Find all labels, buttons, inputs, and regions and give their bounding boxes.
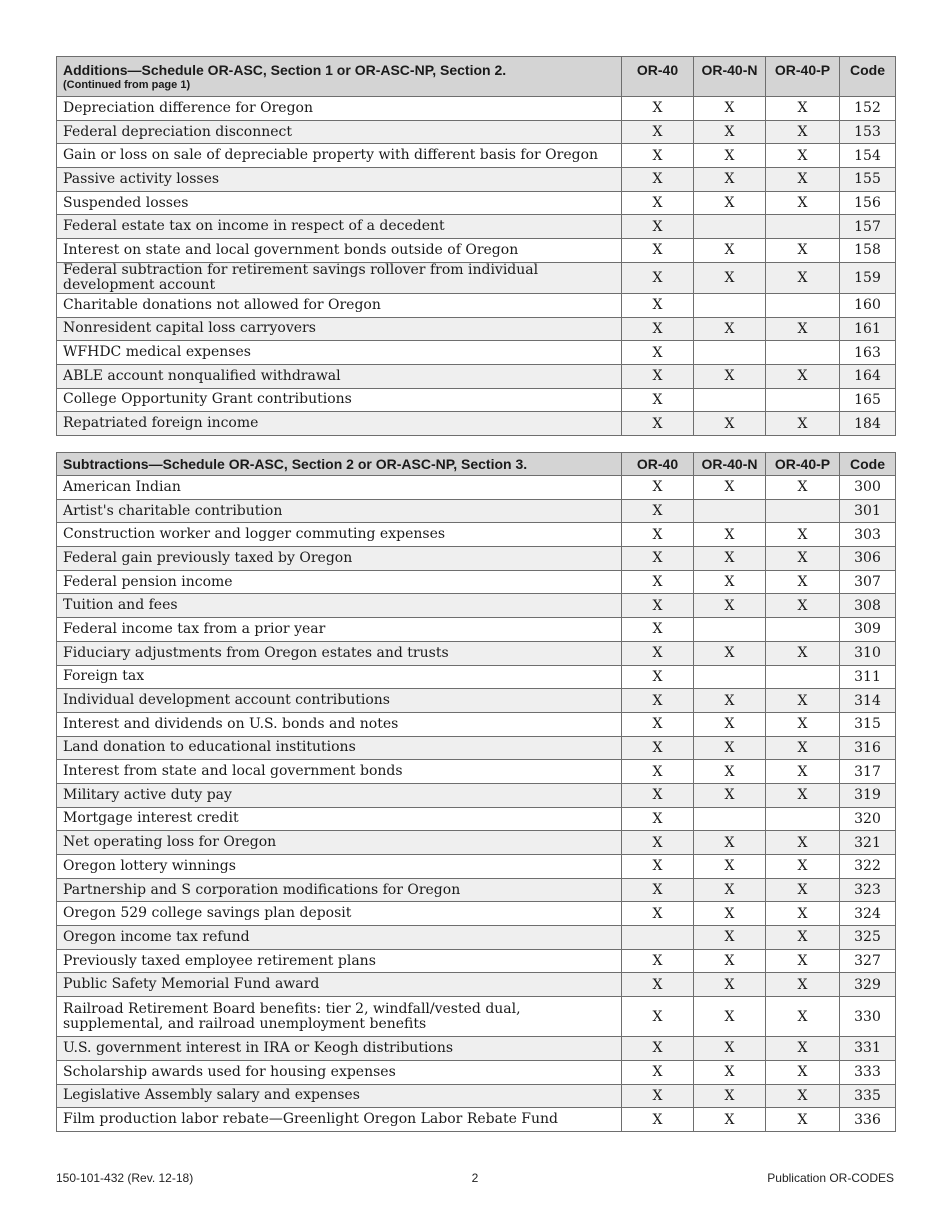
column-header-or40: OR-40	[622, 57, 694, 97]
or40-mark: X	[622, 1037, 694, 1061]
or40p-mark: X	[766, 712, 840, 736]
table-row	[57, 317, 896, 341]
table-row	[57, 191, 896, 215]
subtractions-table	[56, 452, 896, 1132]
table-row	[57, 215, 896, 239]
table-row	[57, 641, 896, 665]
table-row	[57, 168, 896, 192]
row-description: Public Safety Memorial Fund award	[57, 973, 622, 997]
table-row	[57, 293, 896, 317]
or40n-mark: X	[694, 594, 766, 618]
or40p-mark: X	[766, 1037, 840, 1061]
subtractions-title: Subtractions—Schedule OR-ASC, Section 2 or OR-ASC-NP, Section 3.	[57, 453, 622, 476]
or40-mark: X	[622, 341, 694, 365]
table-row	[57, 783, 896, 807]
table-row	[57, 523, 896, 547]
table-row	[57, 997, 896, 1037]
or40-mark: X	[622, 831, 694, 855]
subtractions-body	[57, 476, 896, 1132]
or40p-mark	[766, 341, 840, 365]
or40n-mark: X	[694, 476, 766, 500]
or40-mark: X	[622, 855, 694, 879]
table-row	[57, 1037, 896, 1061]
column-header-code: Code	[840, 453, 896, 476]
row-description: Federal estate tax on income in respect of a decedent	[57, 215, 622, 239]
row-code: 330	[840, 997, 896, 1037]
row-code: 303	[840, 523, 896, 547]
or40n-mark: X	[694, 239, 766, 263]
row-code: 321	[840, 831, 896, 855]
or40p-mark: X	[766, 689, 840, 713]
row-code: 154	[840, 144, 896, 168]
or40n-mark: X	[694, 120, 766, 144]
or40p-mark	[766, 215, 840, 239]
or40-mark: X	[622, 807, 694, 831]
row-description: Oregon lottery winnings	[57, 855, 622, 879]
or40-mark: X	[622, 191, 694, 215]
or40n-mark: X	[694, 547, 766, 571]
table-row	[57, 364, 896, 388]
or40n-mark: X	[694, 97, 766, 121]
row-description: Individual development account contributions	[57, 689, 622, 713]
row-code: 317	[840, 760, 896, 784]
table-row	[57, 973, 896, 997]
additions-header-row	[57, 57, 896, 97]
or40p-mark: X	[766, 120, 840, 144]
column-header-or40n: OR-40-N	[694, 453, 766, 476]
row-description: Military active duty pay	[57, 783, 622, 807]
or40n-mark: X	[694, 317, 766, 341]
or40p-mark: X	[766, 641, 840, 665]
row-description: Fiduciary adjustments from Oregon estates and trusts	[57, 641, 622, 665]
row-code: 301	[840, 499, 896, 523]
or40p-mark	[766, 499, 840, 523]
or40-mark: X	[622, 949, 694, 973]
row-code: 322	[840, 855, 896, 879]
row-code: 316	[840, 736, 896, 760]
page-number: 2	[471, 1171, 479, 1185]
or40-mark: X	[622, 262, 694, 293]
row-description: Film production labor rebate—Greenlight Oregon Labor Rebate Fund	[57, 1108, 622, 1132]
table-row	[57, 760, 896, 784]
table-row	[57, 831, 896, 855]
row-description: Repatriated foreign income	[57, 412, 622, 436]
table-row	[57, 97, 896, 121]
row-description: Interest on state and local government bonds outside of Oregon	[57, 239, 622, 263]
or40-mark: X	[622, 618, 694, 642]
table-row	[57, 736, 896, 760]
or40-mark	[622, 926, 694, 950]
or40n-mark: X	[694, 168, 766, 192]
or40-mark: X	[622, 215, 694, 239]
or40-mark: X	[622, 973, 694, 997]
or40p-mark: X	[766, 1108, 840, 1132]
or40-mark: X	[622, 760, 694, 784]
or40-mark: X	[622, 412, 694, 436]
or40p-mark: X	[766, 547, 840, 571]
additions-table	[56, 56, 896, 436]
or40n-mark: X	[694, 926, 766, 950]
table-row	[57, 144, 896, 168]
row-description: Railroad Retirement Board benefits: tier 2, windfall/vested dual, supplemental, and railroad unemployment benefits	[57, 997, 622, 1037]
or40-mark: X	[622, 1060, 694, 1084]
or40n-mark: X	[694, 783, 766, 807]
or40n-mark	[694, 665, 766, 689]
row-description: Suspended losses	[57, 191, 622, 215]
row-code: 308	[840, 594, 896, 618]
row-description: Land donation to educational institutions	[57, 736, 622, 760]
table-row	[57, 855, 896, 879]
row-code: 329	[840, 973, 896, 997]
row-code: 335	[840, 1084, 896, 1108]
or40p-mark: X	[766, 191, 840, 215]
row-code: 152	[840, 97, 896, 121]
or40n-mark: X	[694, 262, 766, 293]
or40n-mark: X	[694, 949, 766, 973]
row-description: Interest from state and local government bonds	[57, 760, 622, 784]
or40p-mark: X	[766, 476, 840, 500]
row-code: 314	[840, 689, 896, 713]
or40n-mark: X	[694, 191, 766, 215]
or40-mark: X	[622, 1108, 694, 1132]
additions-body	[57, 97, 896, 436]
row-code: 164	[840, 364, 896, 388]
row-description: Foreign tax	[57, 665, 622, 689]
or40-mark: X	[622, 388, 694, 412]
row-code: 331	[840, 1037, 896, 1061]
table-row	[57, 807, 896, 831]
or40n-mark: X	[694, 689, 766, 713]
row-description: Charitable donations not allowed for Oregon	[57, 293, 622, 317]
or40-mark: X	[622, 783, 694, 807]
or40n-mark: X	[694, 570, 766, 594]
or40n-mark: X	[694, 760, 766, 784]
additions-title: Additions—Schedule OR-ASC, Section 1 or OR-ASC-NP, Section 2.	[63, 62, 507, 78]
or40n-mark	[694, 499, 766, 523]
or40-mark: X	[622, 293, 694, 317]
row-code: 306	[840, 547, 896, 571]
table-row	[57, 926, 896, 950]
row-code: 157	[840, 215, 896, 239]
row-code: 307	[840, 570, 896, 594]
or40n-mark: X	[694, 1037, 766, 1061]
additions-title-cell	[57, 57, 622, 97]
or40n-mark: X	[694, 997, 766, 1037]
row-description: Artist's charitable contribution	[57, 499, 622, 523]
additions-subtitle: (Continued from page 1)	[63, 79, 191, 91]
or40p-mark	[766, 665, 840, 689]
row-code: 319	[840, 783, 896, 807]
or40n-mark: X	[694, 902, 766, 926]
row-code: 184	[840, 412, 896, 436]
or40p-mark: X	[766, 878, 840, 902]
or40p-mark: X	[766, 902, 840, 926]
row-code: 153	[840, 120, 896, 144]
row-description: Federal pension income	[57, 570, 622, 594]
table-row	[57, 388, 896, 412]
or40-mark: X	[622, 665, 694, 689]
or40-mark: X	[622, 712, 694, 736]
or40p-mark: X	[766, 168, 840, 192]
or40n-mark: X	[694, 831, 766, 855]
row-code: 311	[840, 665, 896, 689]
or40p-mark: X	[766, 144, 840, 168]
or40n-mark: X	[694, 878, 766, 902]
row-description: American Indian	[57, 476, 622, 500]
row-description: College Opportunity Grant contributions	[57, 388, 622, 412]
or40-mark: X	[622, 120, 694, 144]
or40-mark: X	[622, 523, 694, 547]
or40p-mark: X	[766, 239, 840, 263]
form-number: 150-101-432 (Rev. 12-18)	[56, 1171, 194, 1185]
or40p-mark	[766, 807, 840, 831]
or40n-mark	[694, 807, 766, 831]
row-code: 327	[840, 949, 896, 973]
or40n-mark	[694, 215, 766, 239]
or40n-mark: X	[694, 855, 766, 879]
or40-mark: X	[622, 144, 694, 168]
or40n-mark: X	[694, 412, 766, 436]
or40-mark: X	[622, 239, 694, 263]
or40-mark: X	[622, 1084, 694, 1108]
table-row	[57, 499, 896, 523]
row-description: Depreciation difference for Oregon	[57, 97, 622, 121]
row-code: 163	[840, 341, 896, 365]
table-row	[57, 239, 896, 263]
table-row	[57, 902, 896, 926]
row-code: 323	[840, 878, 896, 902]
column-header-or40: OR-40	[622, 453, 694, 476]
or40n-mark: X	[694, 1108, 766, 1132]
table-row	[57, 476, 896, 500]
or40n-mark: X	[694, 523, 766, 547]
row-code: 315	[840, 712, 896, 736]
or40n-mark	[694, 341, 766, 365]
table-row	[57, 412, 896, 436]
table-row	[57, 1060, 896, 1084]
or40p-mark: X	[766, 926, 840, 950]
or40-mark: X	[622, 902, 694, 926]
or40-mark: X	[622, 570, 694, 594]
table-row	[57, 949, 896, 973]
row-code: 309	[840, 618, 896, 642]
row-description: Passive activity losses	[57, 168, 622, 192]
table-row	[57, 547, 896, 571]
or40p-mark: X	[766, 831, 840, 855]
or40p-mark: X	[766, 262, 840, 293]
row-description: Scholarship awards used for housing expenses	[57, 1060, 622, 1084]
or40-mark: X	[622, 594, 694, 618]
table-row	[57, 1084, 896, 1108]
row-description: Mortgage interest credit	[57, 807, 622, 831]
row-description: ABLE account nonqualified withdrawal	[57, 364, 622, 388]
or40p-mark	[766, 618, 840, 642]
or40p-mark	[766, 293, 840, 317]
or40-mark: X	[622, 689, 694, 713]
or40-mark: X	[622, 878, 694, 902]
row-description: WFHDC medical expenses	[57, 341, 622, 365]
row-description: Construction worker and logger commuting expenses	[57, 523, 622, 547]
row-description: Federal depreciation disconnect	[57, 120, 622, 144]
row-code: 160	[840, 293, 896, 317]
table-row	[57, 262, 896, 293]
or40p-mark: X	[766, 97, 840, 121]
row-code: 158	[840, 239, 896, 263]
or40p-mark: X	[766, 783, 840, 807]
table-row	[57, 120, 896, 144]
or40p-mark: X	[766, 317, 840, 341]
or40-mark: X	[622, 168, 694, 192]
or40p-mark: X	[766, 855, 840, 879]
row-description: Gain or loss on sale of depreciable property with different basis for Oregon	[57, 144, 622, 168]
or40p-mark: X	[766, 594, 840, 618]
row-code: 165	[840, 388, 896, 412]
row-description: Net operating loss for Oregon	[57, 831, 622, 855]
row-description: Tuition and fees	[57, 594, 622, 618]
table-row	[57, 618, 896, 642]
or40-mark: X	[622, 736, 694, 760]
row-code: 156	[840, 191, 896, 215]
column-header-code: Code	[840, 57, 896, 97]
table-row	[57, 341, 896, 365]
or40n-mark: X	[694, 736, 766, 760]
row-code: 320	[840, 807, 896, 831]
row-code: 333	[840, 1060, 896, 1084]
or40p-mark: X	[766, 1060, 840, 1084]
row-code: 159	[840, 262, 896, 293]
column-header-or40p: OR-40-P	[766, 453, 840, 476]
or40p-mark	[766, 388, 840, 412]
or40p-mark: X	[766, 973, 840, 997]
row-code: 310	[840, 641, 896, 665]
row-code: 161	[840, 317, 896, 341]
or40p-mark: X	[766, 760, 840, 784]
row-description: Federal gain previously taxed by Oregon	[57, 547, 622, 571]
or40n-mark: X	[694, 144, 766, 168]
or40p-mark: X	[766, 412, 840, 436]
row-code: 155	[840, 168, 896, 192]
or40p-mark: X	[766, 523, 840, 547]
row-description: Federal income tax from a prior year	[57, 618, 622, 642]
row-description: Oregon income tax refund	[57, 926, 622, 950]
or40-mark: X	[622, 641, 694, 665]
or40-mark: X	[622, 499, 694, 523]
table-row	[57, 712, 896, 736]
row-description: Partnership and S corporation modifications for Oregon	[57, 878, 622, 902]
or40p-mark: X	[766, 949, 840, 973]
or40-mark: X	[622, 364, 694, 388]
or40n-mark: X	[694, 641, 766, 665]
row-code: 300	[840, 476, 896, 500]
or40n-mark: X	[694, 1084, 766, 1108]
row-description: Interest and dividends on U.S. bonds and notes	[57, 712, 622, 736]
or40n-mark: X	[694, 712, 766, 736]
or40n-mark: X	[694, 973, 766, 997]
or40-mark: X	[622, 317, 694, 341]
table-row	[57, 1108, 896, 1132]
or40p-mark: X	[766, 736, 840, 760]
row-description: U.S. government interest in IRA or Keogh distributions	[57, 1037, 622, 1061]
or40n-mark	[694, 293, 766, 317]
row-description: Previously taxed employee retirement plans	[57, 949, 622, 973]
row-code: 324	[840, 902, 896, 926]
column-header-or40n: OR-40-N	[694, 57, 766, 97]
row-description: Legislative Assembly salary and expenses	[57, 1084, 622, 1108]
publication-name: Publication OR-CODES	[767, 1171, 894, 1185]
or40-mark: X	[622, 997, 694, 1037]
row-code: 336	[840, 1108, 896, 1132]
table-row	[57, 594, 896, 618]
or40-mark: X	[622, 476, 694, 500]
or40-mark: X	[622, 547, 694, 571]
or40-mark: X	[622, 97, 694, 121]
or40n-mark	[694, 618, 766, 642]
row-code: 325	[840, 926, 896, 950]
column-header-or40p: OR-40-P	[766, 57, 840, 97]
row-description: Oregon 529 college savings plan deposit	[57, 902, 622, 926]
or40p-mark: X	[766, 997, 840, 1037]
row-description: Nonresident capital loss carryovers	[57, 317, 622, 341]
or40n-mark: X	[694, 1060, 766, 1084]
subtractions-header-row	[57, 453, 896, 476]
or40p-mark: X	[766, 1084, 840, 1108]
or40n-mark	[694, 388, 766, 412]
or40p-mark: X	[766, 364, 840, 388]
or40n-mark: X	[694, 364, 766, 388]
or40p-mark: X	[766, 570, 840, 594]
row-description: Federal subtraction for retirement savings rollover from individual development account	[57, 262, 622, 293]
table-row	[57, 878, 896, 902]
table-row	[57, 665, 896, 689]
table-row	[57, 689, 896, 713]
table-row	[57, 570, 896, 594]
